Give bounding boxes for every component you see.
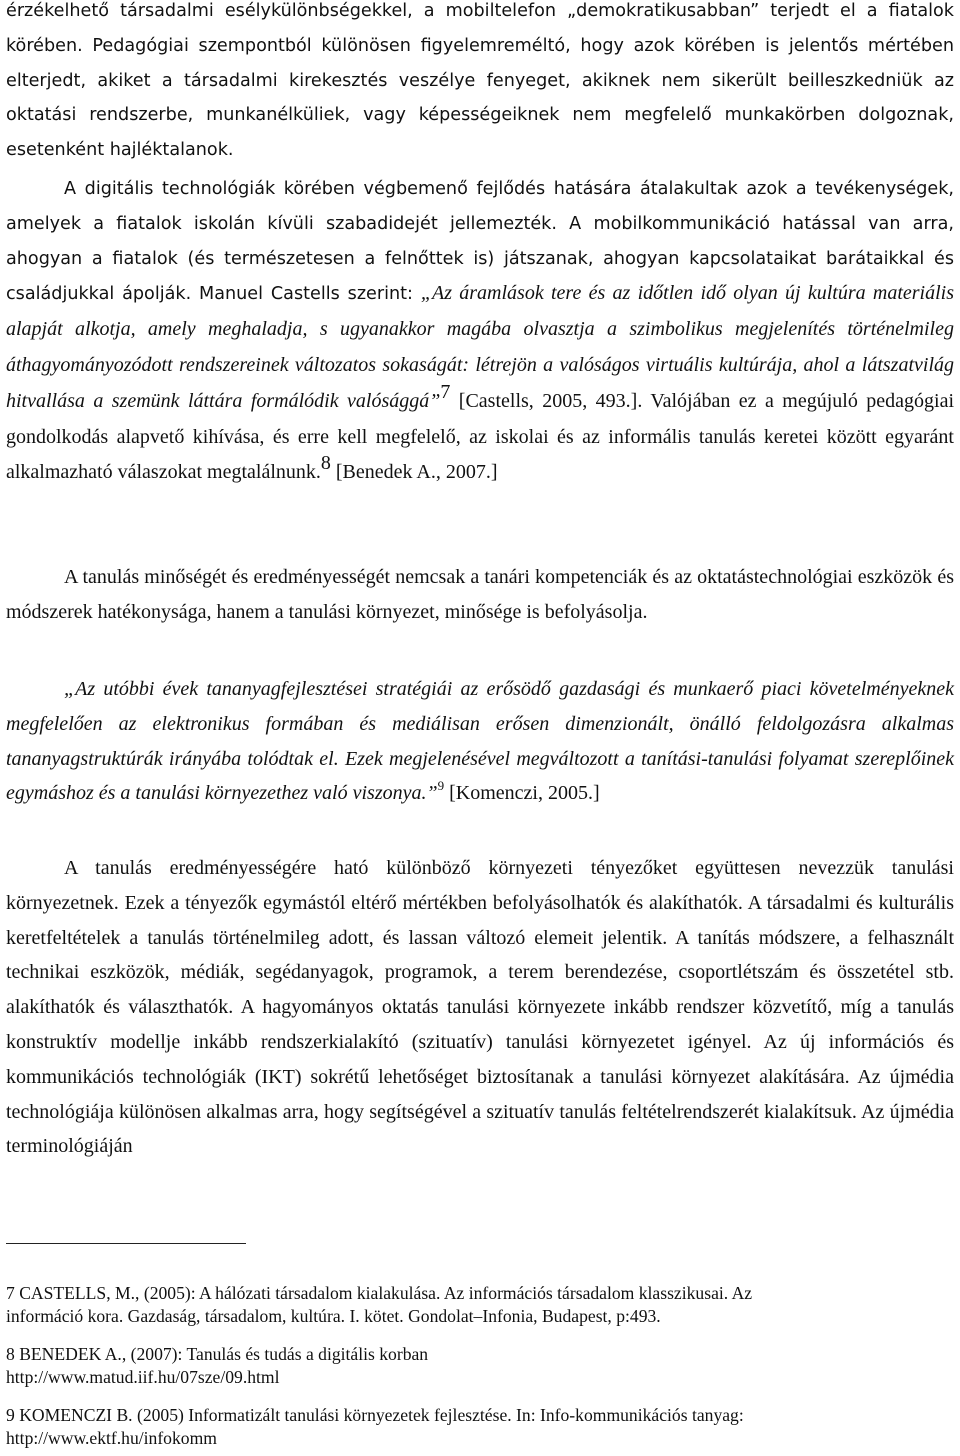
paragraph-text: A digitális technológiák körében végbemenő fejlődés hatására átalakultak azok a tevékenységek, amelyek a fiatalok iskolán kívüli szabadidejét jellemezték. A mobilkommunikáció hatással van arra, ahogyan a fiatalok (és természetesen a felnőttek is) játszanak, ahogyan kapcsolataikat barátaikkal és családjukkal ápolják. [6,179,954,305]
footnote-ref-9: 9 [437,778,445,794]
footnote-link[interactable]: http://www.matud.iif.hu/07sze/09.html [6,1366,280,1387]
komenczi-quote: „Az utóbbi évek tananyagfejlesztései stratégiái az erősödő gazdasági és munkaerő piaci követelményeknek megfelelően az elektronikus formában és mediálisan erősen dimenzionált, önálló feldolgozásra alkalmas tananyagstruktúrák irányába tolódtak el. Ezek megjelenésével megváltozott a tanítási-tanulási folyamat szereplőinek egymáshoz és a tanulási környezethez való viszonya.” [6,678,954,805]
footnote-7 [6,1282,954,1327]
paragraph-learning-quality [6,560,954,630]
footnote-9 [6,1404,954,1449]
footnotes [6,1282,954,1450]
benedek-citation: [Benedek A., 2007.] [330,461,498,484]
castells-quote: „Az áramlások tere és az időtlen idő olyan új kultúra materiális alapját alkotja, amely meghaladja, s ugyanakkor magába olvasztja a szimbolikus megjelenítés történelmileg áthagyományozódott rendszereinek változatos sokaságát: létrejön a valóságos virtuális kultúrája, ahol a látszatvilág hitvallása a szemünk láttára formálódik valósággá” [6,282,954,412]
komenczi-citation: [Komenczi, 2005.] [444,782,600,805]
paragraph-digital-technologies [6,172,954,491]
footnote-text: 8 BENEDEK A., (2007): Tanulás és tudás a digitális korban [6,1344,429,1365]
paragraph-text-castells-intro: Manuel Castells szerint: [191,284,421,305]
paragraph-text: A tanulás minőségét és eredményességét nemcsak a tanári kompetenciák és az oktatástechnológiai eszközök és módszerek hatékonysága, hanem a tanulási környezet, minősége is befolyásolja. [6,566,954,623]
paragraph-text: A tanulás eredményességére ható különböző környezeti tényezőket együttesen nevezzük tanulási környezetnek. Ezek a tényezők egymástól eltérő mértékben befolyásolhatók és alakíthatók. A társadalmi és kulturális keretfeltételek a tanulás történelmileg adott, és lassan változó elemeit jelentik. A tanítás módszere, a felhasznált technikai eszközök, médiák, segédanyagok, programok, a terem berendezése, csoportlétszám és összetétel stb. alakíthatók és választhatók. A hagyományos oktatás tanulási környezete inkább rendszer közvetítő, míg a tanulás konstruktív modellje inkább rendszerkialakító (szituatív) tanulási környezetet igényel. Az új információs és kommunikációs technológiák (IKT) sokrétű lehetőséget biztosítanak a tanulási környezet alakítására. Az újmédia technológiája különösen alkalmas arra, hogy segítségével a szituatív tanulás feltételrendszerét kialakítsuk. Az újmédia terminológiáján [6,857,954,1158]
paragraph-mobile-spread [6,0,954,168]
paragraph-komenczi-quote [6,672,954,811]
paragraph-text: érzékelhető társadalmi esélykülönbségekkel, a mobiltelefon „demokratikusabban” terjedt el a fiatalok körében. Pedagógiai szempontból különösen figyelemreméltó, hogy azok körében is jelentős mértében elterjedt, akiket a társadalmi kirekesztés veszélye fenyeget, akiknek nem sikerült beilleszkedniük az oktatási rendszerbe, munkanélküliek, vagy képességeiknek nem megfelelő munkakörben dolgoznak, esetenként hajléktalanok. [6,1,954,161]
footnote-text: 7 CASTELLS, M., (2005): A hálózati társadalom kialakulása. Az információs társadalom klasszikusai. Az [6,1283,753,1303]
footnote-text: információ kora. Gazdaság, társadalom, kultúra. I. kötet. Gondolat–Infonia, Budapest, p:493. [6,1305,661,1326]
footnote-ref-7: 7 [440,380,451,403]
footnote-text: 9 KOMENCZI B. (2005) Informatizált tanulási környezetek fejlesztése. In: Info-kommunikációs tanyag: [6,1405,744,1426]
footnote-link[interactable]: http://www.ektf.hu/infokomm [6,1427,217,1448]
paragraph-text-castells-ref: [Castells, 2005, 493.]. Valójában ez a megújuló pedagógiai gondolkodás alapvető kihívása, és erre kell megfelelő, az iskolai és az informális tanulás keretei között egyaránt alkalmazható válaszokat megtalálnunk. [6,389,954,484]
footnote-ref-8: 8 [320,452,331,475]
footnote-8 [6,1343,954,1388]
footnote-separator [6,1243,246,1244]
paragraph-learning-environment [6,851,954,1164]
